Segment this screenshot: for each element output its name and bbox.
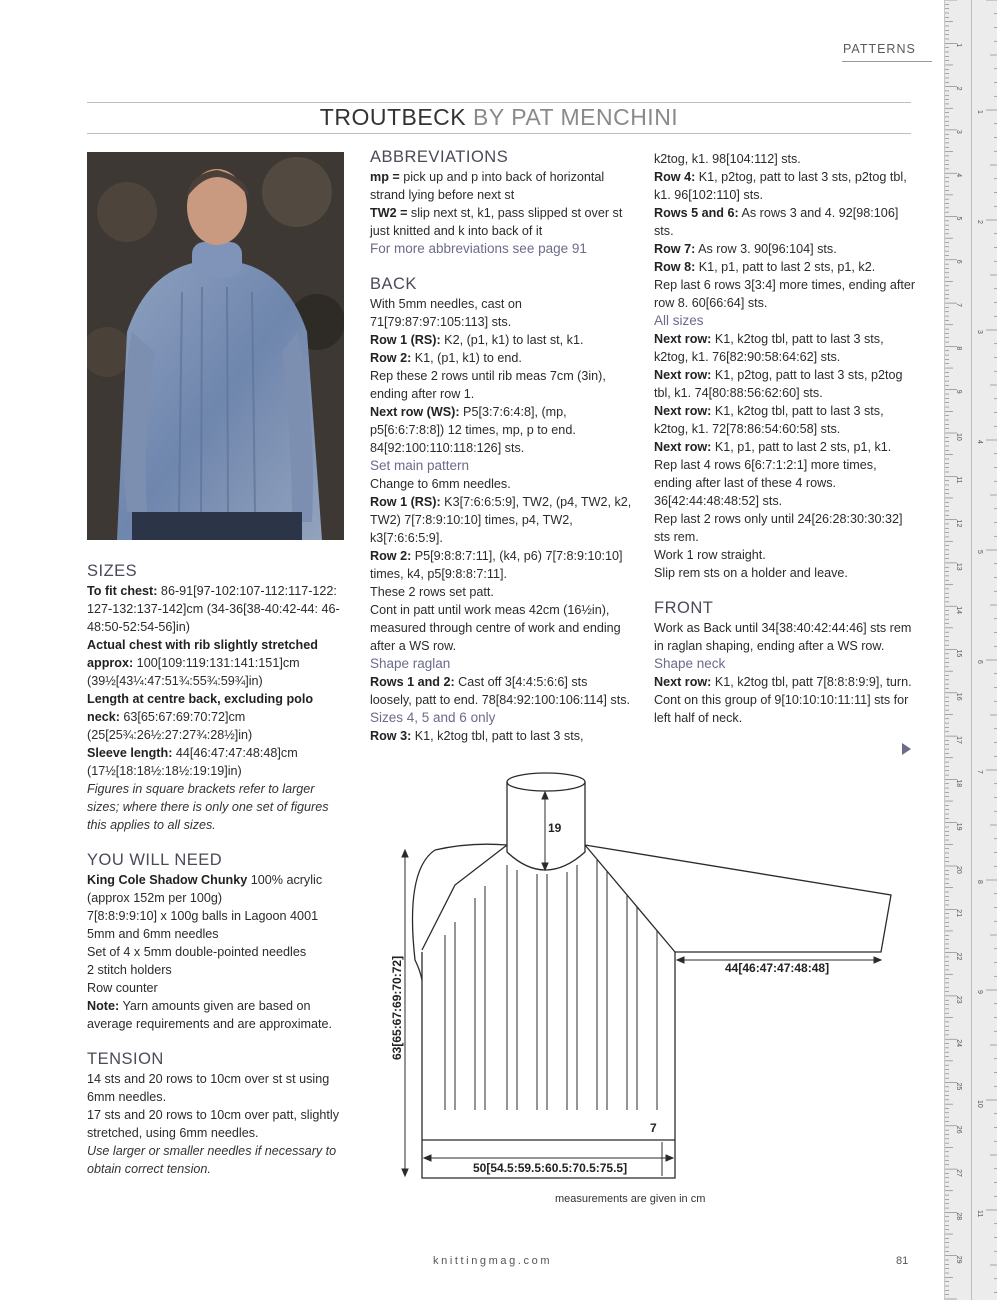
cm-label: 27 bbox=[955, 1169, 962, 1177]
needles: 5mm and 6mm needles bbox=[87, 927, 219, 941]
all-next-row-3-label: Next row: bbox=[654, 404, 712, 418]
cm-label: 13 bbox=[955, 562, 962, 571]
work-1-row: Work 1 row straight. bbox=[654, 548, 766, 562]
cm-label: 3 bbox=[955, 129, 962, 134]
neck-next-label: Next row: bbox=[654, 675, 712, 689]
row-3-continued: k2tog, k1. 98[104:112] sts. bbox=[654, 152, 801, 166]
cm-label: 5 bbox=[955, 216, 962, 221]
raglan-row-3-label: Row 3: bbox=[370, 729, 412, 743]
abbr-tw2-value: slip next st, k1, pass slipped st over st just knitted and k into back of it bbox=[370, 206, 623, 238]
ruler-ticks bbox=[945, 0, 997, 1300]
neck-cont: Cont on this group of 9[10:10:10:11:11] sts for left half of neck. bbox=[654, 693, 909, 725]
yarn bbox=[87, 871, 349, 907]
rep-6-rows: Rep last 6 rows 3[3:4] more times, ending after row 8. 60[66:64] sts. bbox=[654, 278, 916, 310]
raglan-row-7-label: Row 7: bbox=[654, 242, 696, 256]
yarn-label: King Cole Shadow Chunky bbox=[87, 873, 248, 887]
row-counter: Row counter bbox=[87, 981, 158, 995]
raglan-row-8 bbox=[654, 258, 916, 276]
raglan-row-4 bbox=[654, 168, 916, 204]
title-rule-bottom bbox=[87, 133, 911, 134]
front-text: Work as Back until 34[38:40:42:44:46] sts rem in raglan shaping, ending after a WS row. bbox=[654, 621, 912, 653]
raglan-subheading: Shape raglan bbox=[370, 656, 451, 671]
neck-next-row bbox=[654, 673, 916, 691]
neck-opening-ellipse bbox=[507, 773, 585, 791]
raglan-rows-1-2-value: Cast off 3[4:4:5:6:6] sts loosely, patt to end. 78[84:92:100:106:114] sts. bbox=[370, 675, 630, 707]
yarn-note-label: Note: bbox=[87, 999, 120, 1013]
cm-label: 6 bbox=[955, 259, 962, 264]
you-will-need-heading: YOU WILL NEED bbox=[87, 851, 223, 869]
diagram-caption: measurements are given in cm bbox=[555, 1193, 706, 1205]
main-row-2-label: Row 2: bbox=[370, 549, 412, 563]
inch-label: 8 bbox=[976, 880, 983, 884]
section-tag-rule bbox=[842, 61, 932, 62]
all-next-row-4-label: Next row: bbox=[654, 440, 712, 454]
cm-label: 29 bbox=[955, 1255, 962, 1264]
main-row-1-value: K3[7:6:6:5:9], TW2, (p4, TW2, k2, TW2) 7[7:8:9:10:10] times, p4, TW2, k3[7:6:6:5:9]. bbox=[370, 495, 632, 545]
back-next-row bbox=[370, 403, 632, 457]
all-next-row-1 bbox=[654, 330, 916, 366]
sizes-456-subheading: Sizes 4, 5 and 6 only bbox=[370, 710, 496, 725]
length-value: 63[65:67:69:70:72]cm (25[25¾:26½:27:27¾:28½]in) bbox=[87, 710, 253, 742]
raglan-rows-1-2-label: Rows 1 and 2: bbox=[370, 675, 455, 689]
schematic-drawing bbox=[385, 770, 905, 1215]
raglan-rows-5-6-label: Rows 5 and 6: bbox=[654, 206, 739, 220]
all-next-row-2-label: Next row: bbox=[654, 368, 712, 382]
actual-chest bbox=[87, 636, 349, 690]
dpn-needles: Set of 4 x 5mm double-pointed needles bbox=[87, 945, 307, 959]
main-row-2 bbox=[370, 547, 632, 583]
rib-columns bbox=[445, 860, 657, 1110]
back-row-1-label: Row 1 (RS): bbox=[370, 333, 441, 347]
slip-holder: Slip rem sts on a holder and leave. bbox=[654, 566, 848, 580]
to-fit-value: 86-91[97-102:107-112:117-122: 127-132:137-142]cm (34-36[38-40:42-44: 46-48:50-52:54-56]in) bbox=[87, 584, 340, 634]
main-pattern-subheading: Set main pattern bbox=[370, 458, 470, 473]
neck-height-label: 19 bbox=[548, 821, 562, 835]
cm-label: 4 bbox=[955, 173, 962, 178]
abbr-mp bbox=[370, 168, 632, 204]
cm-label: 10 bbox=[955, 433, 962, 441]
back-next-label: Next row (WS): bbox=[370, 405, 460, 419]
raglan-rows-5-6 bbox=[654, 204, 916, 240]
tension-note bbox=[87, 1142, 349, 1178]
cm-label: 8 bbox=[955, 346, 962, 351]
measure-lines bbox=[402, 792, 881, 1176]
cm-label: 1 bbox=[955, 43, 962, 48]
more-abbreviations-link[interactable]: For more abbreviations see page 91 bbox=[370, 241, 587, 256]
inch-label: 6 bbox=[976, 660, 983, 664]
neck-next-value: K1, k2tog tbl, patt 7[8:8:8:9:9], turn. bbox=[711, 675, 912, 689]
all-next-row-4-value: K1, p1, patt to last 2 sts, p1, k1. bbox=[711, 440, 892, 454]
left-sleeve-outline bbox=[413, 850, 436, 980]
raglan-row-8-value: K1, p1, patt to last 2 sts, p1, k2. bbox=[695, 260, 876, 274]
back-row-1 bbox=[370, 331, 632, 349]
back-row-2 bbox=[370, 349, 632, 367]
sleeve-value: 44[46:47:47:48:48]cm (17½[18:18½:18½:19:19]in) bbox=[87, 746, 298, 778]
cm-label: 7 bbox=[955, 303, 962, 308]
inch-label: 1 bbox=[976, 110, 983, 114]
all-next-row-1-value: K1, k2tog tbl, patt to last 3 sts, k2tog, k1. 76[82:90:58:64:62] sts. bbox=[654, 332, 884, 364]
actual-chest-label: Actual chest with rib slightly stretched approx: bbox=[87, 638, 318, 670]
schematic-canvas bbox=[385, 770, 905, 1215]
inch-label: 3 bbox=[976, 330, 983, 334]
abbreviations-heading: ABBREVIATIONS bbox=[370, 148, 509, 166]
column-2 bbox=[370, 147, 632, 745]
change-needles: Change to 6mm needles. bbox=[370, 477, 511, 491]
continue-arrow-icon[interactable] bbox=[902, 743, 911, 755]
back-heading: BACK bbox=[370, 275, 417, 293]
inch-label: 5 bbox=[976, 550, 983, 554]
cm-label: 14 bbox=[955, 606, 962, 614]
cm-label: 24 bbox=[955, 1039, 962, 1047]
model-photo bbox=[87, 152, 344, 540]
front-heading: FRONT bbox=[654, 599, 714, 617]
abbr-tw2-label: TW2 = bbox=[370, 206, 408, 220]
cm-label: 15 bbox=[955, 649, 962, 658]
cm-label: 11 bbox=[955, 476, 962, 484]
all-next-row-4 bbox=[654, 438, 916, 456]
raglan-row-4-value: K1, p2tog, patt to last 3 sts, p2tog tbl, k1. 96[102:110] sts. bbox=[654, 170, 907, 202]
model-photo-icon bbox=[87, 152, 344, 540]
width-label: 50[54.5:59.5:60.5:70.5:75.5] bbox=[473, 1161, 628, 1175]
length-back bbox=[87, 690, 349, 744]
raglan-row-3-value: K1, k2tog tbl, patt to last 3 sts, bbox=[411, 729, 584, 743]
yarn-note bbox=[87, 997, 349, 1033]
tension-line-1: 14 sts and 20 rows to 10cm over st st using 6mm needles. bbox=[87, 1072, 330, 1104]
cm-label: 21 bbox=[955, 909, 962, 918]
section-tag: PATTERNS bbox=[843, 42, 916, 56]
sleeve-length bbox=[87, 744, 349, 780]
length-label: Length at centre back, excluding polo neck: bbox=[87, 692, 314, 724]
raglan-row-3 bbox=[370, 727, 632, 745]
page-number: 81 bbox=[896, 1255, 909, 1267]
raglan-row-7 bbox=[654, 240, 916, 258]
cm-label: 20 bbox=[955, 866, 962, 874]
cm-label: 9 bbox=[955, 389, 962, 394]
cm-label: 22 bbox=[955, 952, 962, 961]
rep-4-rows: Rep last 4 rows 6[6:7:1:2:1] more times, ending after last of these 4 rows. 36[42:44:48:48:52] sts. bbox=[654, 458, 877, 508]
sleeve-label: Sleeve length: bbox=[87, 746, 173, 760]
all-sizes-subheading: All sizes bbox=[654, 313, 704, 328]
raglan-rows-5-6-value: As rows 3 and 4. 92[98:106] sts. bbox=[654, 206, 899, 238]
right-sleeve bbox=[585, 845, 891, 952]
left-raglan bbox=[422, 845, 507, 950]
cm-label: 17 bbox=[955, 736, 962, 744]
inch-label: 4 bbox=[976, 440, 983, 444]
inch-label: 7 bbox=[976, 770, 983, 774]
inch-label: 2 bbox=[976, 220, 983, 224]
stitch-holders: 2 stitch holders bbox=[87, 963, 172, 977]
yarn-note-value: Yarn amounts given are based on average requirements and are approximate. bbox=[87, 999, 333, 1031]
to-fit-chest bbox=[87, 582, 349, 636]
raglan-row-8-label: Row 8: bbox=[654, 260, 696, 274]
back-row-2-label: Row 2: bbox=[370, 351, 412, 365]
tension-line-2: 17 sts and 20 rows to 10cm over patt, slightly stretched, using 6mm needles. bbox=[87, 1108, 339, 1140]
sizes-note bbox=[87, 780, 349, 834]
tension-note-text: Use larger or smaller needles if necessary to obtain correct tension. bbox=[87, 1144, 337, 1176]
rib-height-label: 7 bbox=[650, 1121, 657, 1135]
inch-label: 9 bbox=[976, 990, 983, 994]
length-label: 63[65:67:69:70:72] bbox=[390, 955, 404, 1060]
back-cast-on: With 5mm needles, cast on 71[79:87:97:105:113] sts. bbox=[370, 297, 522, 329]
title-rule-top bbox=[87, 102, 911, 103]
cm-label: 25 bbox=[955, 1082, 962, 1091]
raglan-rows-1-2 bbox=[370, 673, 632, 709]
all-next-row-3-value: K1, k2tog tbl, patt to last 3 sts, k2tog, k1. 72[78:86:54:60:58] sts. bbox=[654, 404, 884, 436]
back-next-value: P5[3:7:6:4:8], (mp, p5[6:6:7:8:8]) 12 times, mp, p to end. 84[92:100:110:118:126] sts. bbox=[370, 405, 576, 455]
main-row-1-label: Row 1 (RS): bbox=[370, 495, 441, 509]
footer-url: knittingmag.com bbox=[433, 1255, 553, 1267]
actual-chest-value: 100[109:119:131:141:151]cm (39½[43¼:47:51¾:55¾:59¾]in) bbox=[87, 656, 300, 688]
all-next-row-2-value: K1, p2tog, patt to last 3 sts, p2tog tbl, k1. 74[80:88:56:62:60] sts. bbox=[654, 368, 903, 400]
cm-label: 12 bbox=[955, 519, 962, 528]
measuring-ruler bbox=[944, 0, 997, 1300]
cm-label: 2 bbox=[955, 86, 962, 91]
page-title bbox=[87, 104, 911, 131]
back-row-1-value: K2, (p1, k1) to last st, k1. bbox=[440, 333, 584, 347]
cm-label: 28 bbox=[955, 1212, 962, 1221]
sleeve-label: 44[46:47:47:48:48] bbox=[725, 961, 830, 975]
inch-label: 10 bbox=[976, 1100, 983, 1108]
left-shoulder-top bbox=[435, 844, 507, 850]
cm-label: 18 bbox=[955, 779, 962, 788]
raglan-row-4-label: Row 4: bbox=[654, 170, 696, 184]
these-rows: These 2 rows set patt. bbox=[370, 585, 494, 599]
cm-label: 26 bbox=[955, 1125, 962, 1134]
all-next-row-3 bbox=[654, 402, 916, 438]
column-3 bbox=[654, 150, 916, 727]
abbr-tw2 bbox=[370, 204, 632, 240]
cm-label: 16 bbox=[955, 692, 962, 701]
to-fit-label: To fit chest: bbox=[87, 584, 158, 598]
yarn-value: 100% acrylic (approx 152m per 100g) bbox=[87, 873, 323, 905]
cm-label: 23 bbox=[955, 995, 962, 1004]
main-row-2-value: P5[9:8:8:7:11], (k4, p6) 7[7:8:9:10:10] times, k4, p5[9:8:8:7:11]. bbox=[370, 549, 623, 581]
all-next-row-2 bbox=[654, 366, 916, 402]
sizes-note-text: Figures in square brackets refer to larger sizes; where there is only one set of figures this applies to all sizes. bbox=[87, 782, 329, 832]
cont-patt: Cont in patt until work meas 42cm (16½in), measured through centre of work and ending after a WS row. bbox=[370, 603, 621, 653]
yarn-balls: 7[8:8:9:9:10] x 100g balls in Lagoon 4001 bbox=[87, 909, 319, 923]
sizes-heading: SIZES bbox=[87, 562, 138, 580]
pattern-name: TROUTBECK bbox=[319, 104, 467, 130]
shape-neck-subheading: Shape neck bbox=[654, 656, 726, 671]
abbr-mp-value: pick up and p into back of horizontal strand lying before next st bbox=[370, 170, 605, 202]
abbr-mp-label: mp = bbox=[370, 170, 400, 184]
all-next-row-1-label: Next row: bbox=[654, 332, 712, 346]
rep-2-rows: Rep last 2 rows only until 24[26:28:30:30:32] sts rem. bbox=[654, 512, 903, 544]
cm-label: 19 bbox=[955, 822, 962, 831]
right-raglan bbox=[585, 845, 675, 952]
inch-label: 11 bbox=[976, 1210, 983, 1218]
pattern-author: BY PAT MENCHINI bbox=[473, 104, 679, 130]
main-row-1 bbox=[370, 493, 632, 547]
raglan-row-7-value: As row 3. 90[96:104] sts. bbox=[695, 242, 837, 256]
back-row-2-value: K1, (p1, k1) to end. bbox=[411, 351, 522, 365]
back-rep: Rep these 2 rows until rib meas 7cm (3in), ending after row 1. bbox=[370, 369, 606, 401]
column-1 bbox=[87, 561, 349, 1178]
tension-heading: TENSION bbox=[87, 1050, 164, 1068]
